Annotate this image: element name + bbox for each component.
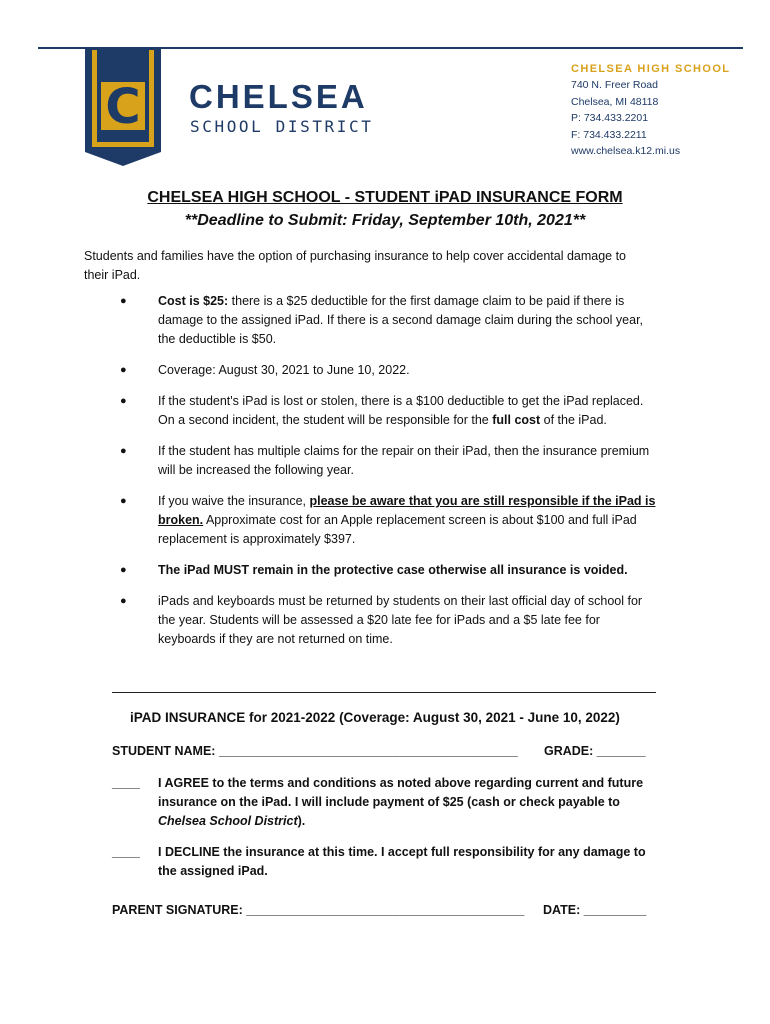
crest-letter: C xyxy=(105,79,141,135)
lost-stolen-text: If the student's iPad is lost or stolen, there is a $100 deductible to get the iPad replaced. On a second incident, the student will be responsible for the xyxy=(158,394,644,427)
address-website: www.chelsea.k12.mi.us xyxy=(571,145,681,158)
lost-stolen-tail: of the iPad. xyxy=(540,413,607,427)
waive-tail: Approximate cost for an Apple replacement screen is about $100 and full iPad replacement is approximately $397. xyxy=(158,513,637,546)
decline-text: I DECLINE the insurance at this time. I accept full responsibility for any damage to the assigned iPad. xyxy=(158,845,646,878)
coverage-text: Coverage: August 30, 2021 to June 10, 2022. xyxy=(158,363,410,377)
return-policy-text: iPads and keyboards must be returned by students on their last official day of school for the year. Students will be assessed a $20 late fee for iPads and a $5 late fee for keyboards if they are not returned on time. xyxy=(158,594,643,646)
list-item xyxy=(120,592,660,649)
waive-text: If you waive the insurance, xyxy=(158,494,310,508)
school-address-block xyxy=(571,61,730,159)
district-name: CHELSEA xyxy=(189,78,368,115)
waive-warning: please be aware that you are still responsible if the iPad is broken. xyxy=(158,494,656,527)
district-subtitle: SCHOOL DISTRICT xyxy=(190,117,374,136)
cost-label: Cost is $25: xyxy=(158,294,229,308)
list-item xyxy=(120,561,660,580)
bullet-icon: ● xyxy=(120,295,127,307)
agree-checkbox-blank[interactable]: ____ xyxy=(112,776,140,790)
district-name-italic: Chelsea School District xyxy=(158,814,298,828)
agree-text-main: I AGREE to the terms and conditions as noted above regarding current and future insurance on the iPad. I will include payment of $25 (cash or check payable to xyxy=(158,776,644,809)
bullet-icon: ● xyxy=(120,395,127,407)
bullet-icon: ● xyxy=(120,364,127,376)
intro-paragraph: Students and families have the option of purchasing insurance to help cover accidental damage to their iPad. xyxy=(84,249,627,282)
cost-text: there is a $25 deductible for the first damage claim to be paid if there is damage to the assigned iPad. If there is a second damage claim during the school year, the deductible is $50. xyxy=(158,294,644,346)
bullet-icon: ● xyxy=(120,595,127,607)
form-deadline: **Deadline to Submit: Friday, September 10th, 2021** xyxy=(184,212,586,229)
agree-text-tail: ). xyxy=(297,814,306,828)
bullet-icon: ● xyxy=(120,445,127,457)
date-field[interactable]: DATE: _________ xyxy=(543,903,647,917)
policy-list xyxy=(120,292,660,661)
address-school-name: CHELSEA HIGH SCHOOL xyxy=(571,63,731,75)
agree-text xyxy=(158,774,658,831)
bullet-icon: ● xyxy=(120,495,127,507)
list-item xyxy=(120,442,660,480)
list-item xyxy=(120,361,660,380)
section-divider xyxy=(112,692,656,693)
form-title: CHELSEA HIGH SCHOOL - STUDENT iPAD INSURANCE FORM xyxy=(147,189,623,206)
parent-signature-field[interactable]: PARENT SIGNATURE: ________________________________________ xyxy=(112,903,525,917)
insurance-heading: iPAD INSURANCE for 2021-2022 (Coverage: August 30, 2021 - June 10, 2022) xyxy=(130,710,620,725)
district-crest-logo xyxy=(85,48,161,166)
full-cost-emphasis: full cost xyxy=(492,413,541,427)
list-item xyxy=(120,492,660,549)
list-item xyxy=(120,392,660,430)
decline-checkbox-blank[interactable]: ____ xyxy=(112,845,140,859)
bullet-icon: ● xyxy=(120,564,127,576)
address-phone: P: 734.433.2201 xyxy=(571,112,649,125)
protective-case-warning: The iPad MUST remain in the protective case otherwise all insurance is voided. xyxy=(158,563,628,577)
multiple-claims-text: If the student has multiple claims for the repair on their iPad, then the insurance premium will be increased the following year. xyxy=(158,444,650,477)
address-street: 740 N. Freer Road xyxy=(571,79,658,92)
student-name-field[interactable]: STUDENT NAME: ___________________________________________ xyxy=(112,744,518,758)
grade-field[interactable]: GRADE: _______ xyxy=(544,744,646,758)
address-fax: F: 734.433.2211 xyxy=(571,128,647,141)
address-city: Chelsea, MI 48118 xyxy=(571,95,659,108)
list-item xyxy=(120,292,660,349)
